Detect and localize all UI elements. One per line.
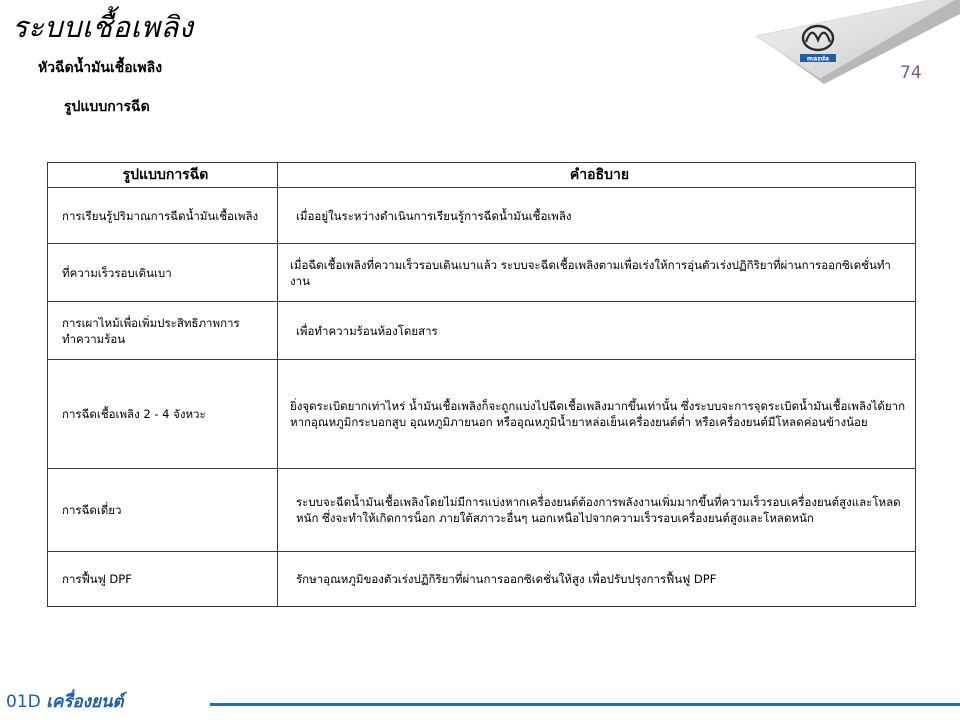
mode-cell: การเผาไหม้เพื่อเพิ่มประสิทธิภาพการทำความร้อน (48, 302, 278, 360)
page-title: ระบบเชื้อเพลิง (12, 10, 194, 44)
description-cell: ระบบจะฉีดน้ำมันเชื้อเพลิงโดยไม่มีการแบ่งหากเครื่องยนต์ต้องการพลังงานเพิ่มมากขึ้นที่ความเร็วรอบเครื่องยนต์สูงและโหลดหนัก ซึ่งจะทำให้เกิดการน็อก ภายใต้สภาวะอื่นๆ นอกเหนือไปจากความเร็วรอบเครื่องยนต์สูงและโหลดหนัก (278, 469, 916, 552)
page-number: 74 (900, 63, 922, 83)
table-row (48, 244, 916, 302)
column-header-description: คำอธิบาย (278, 163, 916, 188)
section-heading: รูปแบบการฉีด (64, 99, 150, 115)
mode-cell: การฉีดเดี่ยว (48, 469, 278, 552)
column-header-mode: รูปแบบการฉีด (48, 163, 278, 188)
mazda-wordmark: mazda (806, 55, 830, 63)
mode-cell: ที่ความเร็วรอบเดินเบา (48, 244, 278, 302)
mode-cell: การเรียนรู้ปริมาณการฉีดน้ำมันเชื้อเพลิง (48, 188, 278, 244)
footer-divider (210, 703, 960, 706)
page-subtitle: หัวฉีดน้ำมันเชื้อเพลิง (38, 60, 163, 76)
mode-cell: การฉีดเชื้อเพลิง 2 - 4 จังหวะ (48, 360, 278, 469)
mode-cell: การฟื้นฟู DPF (48, 552, 278, 607)
table-row (48, 552, 916, 607)
table-header-row (48, 163, 916, 188)
description-cell: ยิ่งจุดระเบิดยากเท่าไหร่ น้ำมันเชื้อเพลิงก็จะถูกแบ่งไปฉีดเชื้อเพลิงมากขึ้นเท่านั้น ซึ่งระบบจะการจุดระเบิดน้ำมันเชื้อเพลิงได้ยากหากอุณหภูมิกระบอกสูบ อุณหภูมิภายนอก หรืออุณหภูมิน้ำยาหล่อเย็นเครื่องยนต์ต่ำ หรือเครื่องยนต์มีโหลดค่อนข้างน้อย (278, 360, 916, 469)
footer-code: 01D (6, 692, 41, 712)
footer-chapter (6, 688, 124, 715)
description-cell: เพื่อทำความร้อนห้องโดยสาร (278, 302, 916, 360)
description-cell: เมื่อฉีดเชื้อเพลิงที่ความเร็วรอบเดินเบาแล้ว ระบบจะฉีดเชื้อเพลิงตามเพื่อเร่งให้การอุ่นตัวเร่งปฏิกิริยาที่ผ่านการออกซิเดชั่นทำงาน (278, 244, 916, 302)
table-row (48, 302, 916, 360)
table-row (48, 469, 916, 552)
description-cell: เมื่ออยู่ในระหว่างดำเนินการเรียนรู้การฉีดน้ำมันเชื้อเพลิง (278, 188, 916, 244)
footer-label: เครื่องยนต์ (46, 692, 124, 712)
injection-pattern-table (47, 162, 916, 607)
table-row (48, 360, 916, 469)
table-row (48, 188, 916, 244)
mazda-logo-banner (740, 0, 960, 100)
description-cell: รักษาอุณหภูมิของตัวเร่งปฏิกิริยาที่ผ่านการออกซิเดชั่นให้สูง เพื่อปรับปรุงการฟื้นฟู DPF (278, 552, 916, 607)
